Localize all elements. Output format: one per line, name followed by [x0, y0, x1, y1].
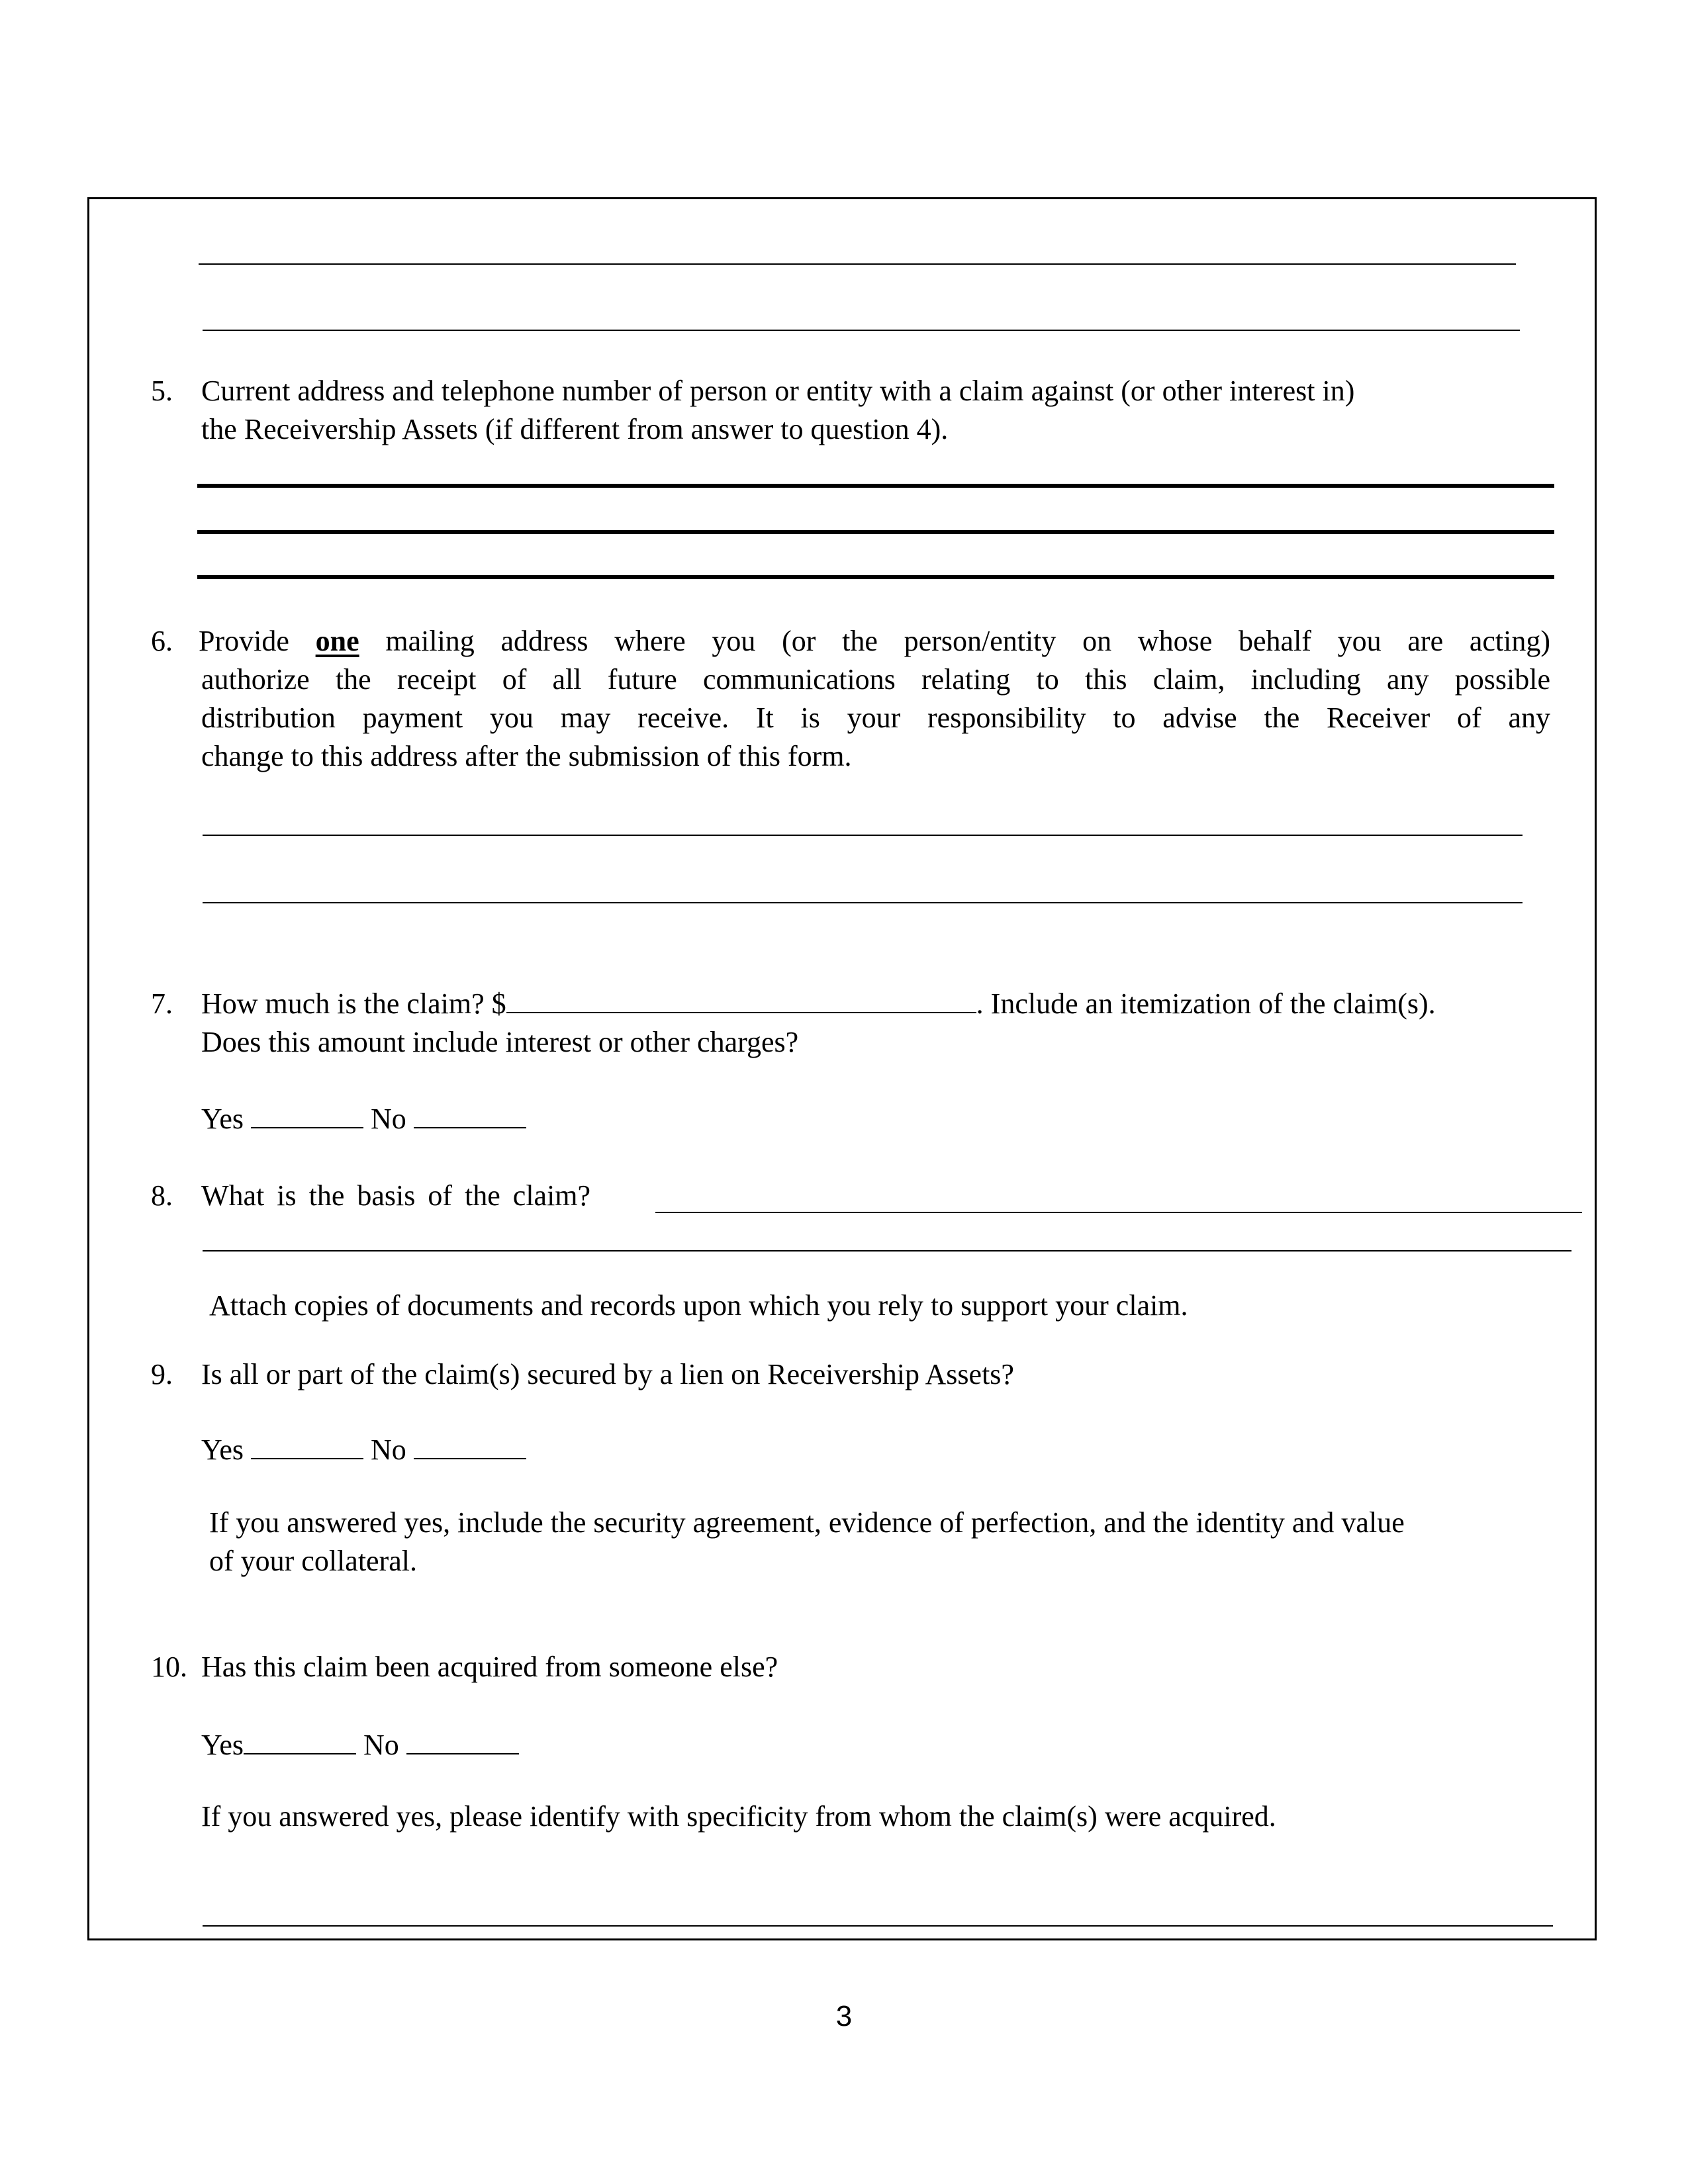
- q6-text-line2: authorize the receipt of all future communications relating to this claim, including any possible: [201, 663, 1550, 696]
- q8-attach-note: Attach copies of documents and records upon which you rely to support your claim.: [209, 1289, 1188, 1322]
- q9-yes-no: [201, 1431, 526, 1469]
- q5-text-line1: Current address and telephone number of person or entity with a claim against (or other interest in): [201, 375, 1355, 407]
- answer-line-q6-1[interactable]: [203, 835, 1523, 836]
- q6-text-line1: [199, 622, 1550, 660]
- q10-yes-no: [201, 1726, 519, 1764]
- q10-yes-field[interactable]: [244, 1727, 356, 1754]
- q7-no-label: No: [371, 1103, 406, 1135]
- q8-prefix: What is the basis of the claim?: [201, 1179, 591, 1212]
- q7-text-line1: [201, 985, 1436, 1023]
- q5-text-line2: the Receivership Assets (if different from answer to question 4).: [201, 413, 949, 445]
- q6-text-line3: [201, 699, 1550, 737]
- q6-text-line4: change to this address after the submission of this form.: [201, 740, 852, 772]
- page-number: 3: [835, 2000, 853, 2032]
- q6-number: 6.: [151, 625, 173, 657]
- q8-number: 8.: [151, 1179, 173, 1212]
- answer-line-q8-2[interactable]: [203, 1250, 1571, 1251]
- q7-suffix: . Include an itemization of the claim(s).: [976, 987, 1436, 1020]
- answer-line-q8-1[interactable]: [655, 1212, 1582, 1213]
- q6-pre: Provide: [199, 625, 289, 657]
- q9-yes-label: Yes: [201, 1433, 244, 1466]
- answer-line-q4-1[interactable]: [199, 263, 1516, 265]
- q7-text-line2: Does this amount include interest or other charges?: [201, 1026, 799, 1058]
- q9-no-field[interactable]: [414, 1432, 526, 1459]
- q7-yes-no: [201, 1100, 526, 1138]
- q9-number: 9.: [151, 1358, 173, 1390]
- q7-no-field[interactable]: [414, 1101, 526, 1128]
- q9-no-label: No: [371, 1433, 406, 1466]
- answer-line-q5-3[interactable]: [197, 575, 1554, 579]
- q7-prefix: How much is the claim? $: [201, 987, 506, 1020]
- q5-number: 5.: [151, 375, 173, 407]
- answer-line-q5-1[interactable]: [197, 484, 1554, 488]
- q6-line3a: distribution payment you may receive.: [201, 702, 729, 734]
- q6-emphasis: one: [315, 625, 359, 657]
- answer-line-q4-2[interactable]: [203, 330, 1520, 331]
- q9-note-line1: If you answered yes, include the security agreement, evidence of perfection, and the identity and value: [209, 1506, 1405, 1539]
- q7-number: 7.: [151, 987, 173, 1020]
- claim-amount-field[interactable]: [506, 985, 976, 1013]
- q10-number: 10.: [151, 1651, 187, 1683]
- q9-question: Is all or part of the claim(s) secured by a lien on Receivership Assets?: [201, 1358, 1014, 1390]
- q10-no-label: No: [363, 1729, 399, 1761]
- q10-yes-label: Yes: [201, 1729, 244, 1761]
- answer-line-q10-1[interactable]: [203, 1925, 1553, 1927]
- q7-yes-label: Yes: [201, 1103, 244, 1135]
- q9-note-line2: of your collateral.: [209, 1545, 417, 1577]
- answer-line-q6-2[interactable]: [203, 902, 1523, 903]
- answer-line-q5-2[interactable]: [197, 530, 1554, 534]
- q9-yes-field[interactable]: [251, 1432, 363, 1459]
- q10-no-field[interactable]: [406, 1727, 519, 1754]
- q7-yes-field[interactable]: [251, 1101, 363, 1128]
- q6-line1-rest: mailing address where you (or the person/entity on whose behalf you are acting): [385, 625, 1551, 657]
- q10-note: If you answered yes, please identify with specificity from whom the claim(s) were acquired.: [201, 1800, 1276, 1833]
- q10-question: Has this claim been acquired from someone else?: [201, 1651, 778, 1683]
- q6-line3b: It is your responsibility to advise the Receiver of any: [755, 702, 1550, 734]
